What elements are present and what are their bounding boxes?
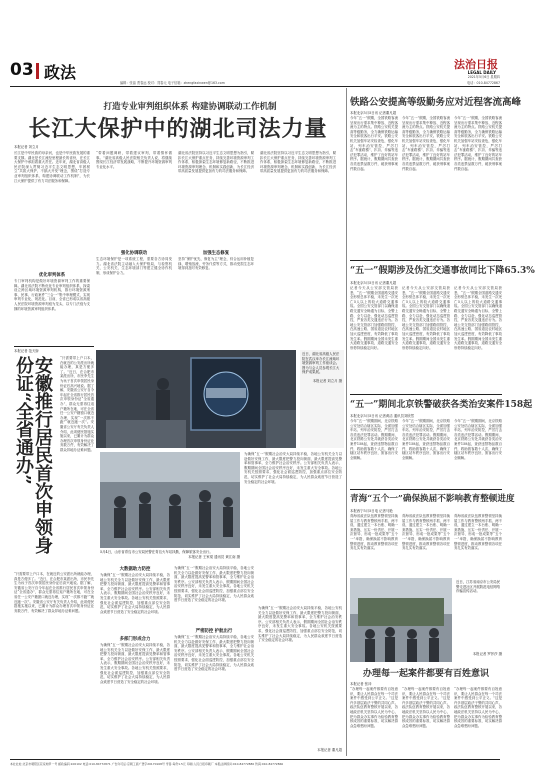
right4-byline: 本报西宁5月5日电 记者马艳: [350, 509, 393, 513]
anhui-body-a: “只需要带上户口本，在就近的公安派出所就能办理，真是方便多了。”近日，在合肥市某派出所，市民李先生为孩子首次申领居民身份证后高兴地说。据了解，安徽省公安厅自今年起在全省推行居民首次申领身份证“全省通办”，群众无需再往返户籍所在地，可在全省任一公安户籍窗口就近办理，实现“一次都不跑”“就近跑一次”。安徽省公安厅有关负责人介绍，此项便民措施实施以来，已累计为群众办理首次申领身份证业务数万件，有效解决了群众异地办证难问题。: [60, 356, 94, 452]
section-accent-bar: [36, 63, 39, 79]
lead-body-col3b: 坚持“保护优先、修复为主”理念，综合运用补植复绿、增殖放流、劳务代偿等方式，推动受损生态环境得到及时有效修复。: [178, 257, 254, 271]
right4-body-c: 青海省政法队伍教育整顿坚持换届工作与教育整顿两手抓、两不误，通过建立一本台账、明确一套措施、压实一份责任、开展一次督导、形成一批成果等“五个一”举措，确保换届不影响教育整顿进度，推动教育整顿各项任务扎实有效落实。: [454, 514, 502, 551]
lead-subhead-1: 优化审判体系: [38, 273, 66, 278]
legal-daily-label: LEGAL DAILY: [467, 70, 496, 75]
anhui-headline: 安徽推行居民首次申领身份证“全省通办”: [13, 356, 53, 554]
right4-headline: 青海“五个一”确保换届不影响教育整顿进度: [350, 494, 515, 504]
lead-body-col1: 长江是中华民族的母亲河，也是中华民族发展的重要支撑。湖北是长江流经里程最长的省份，在长江大保护中承担着重大责任。近年来，湖北省高级人民法院深入贯彻习近平生态文明思想，牢固树立“共抓大保护、不搞大开发”理念，围绕“打造专业审判组织体系、构建协调联动工作机制”，为长江大保护提供了有力司法服务和保障。: [14, 151, 90, 183]
right5-body-a: “办理每一起案件都要有百姓意识，要让人民群众在每一个司法案件中感受到公平正义。”这是许多基层政法干警的共同心声。政法队伍教育整顿开展以来，各地政法机关坚持以人民为中心，把为群众办实事作为检验教育整顿成效的重要标准，切实解决群众急难愁盼问题。: [350, 687, 398, 728]
lead-body-col2: “带着问题调研，带着建议审判，带着情怀做事。”湖北省高级人民法院相关负责人说，将继续围绕长江经济带发展战略，不断提升环境资源审判专业化水平。: [96, 151, 172, 169]
right5-photo-credit: 本报记者 罗莎莎 摄: [472, 652, 502, 656]
lead-byline: 本报记者 刘立月: [14, 145, 39, 149]
issue-date: 2021年5月6日 星期四: [467, 75, 500, 79]
newspaper-logo: 法治日报: [454, 58, 498, 71]
lead-body-col4: 湖北省法院坚持以习近平生态文明思想为指引，紧扣长江大保护重点任务，持续完善环境资源审判工作体系，积极探索生态环境修复新路径，不断推进环境资源审判理念、机制和实践创新，为长江经济带高质量发展提供更加有力的司法服务和保障。: [260, 151, 336, 174]
right3-headline: “五一”期间北京铁警破获各类治安案件158起: [350, 400, 533, 410]
mid-body-3: 为确保“五一”假期社会治安大局持续平稳，各地公安机关全力以赴做好安保工作，最大限度把警力投向街面，最大限度提高见警率和管事率，全力维护社会治安秩序。公安部相关负责人表示，假期期间全国社会治安秩序良好，未发生重大安全事故。各地公安机关按照要求，强化社会面巡逻防控，加强重点部位安全防范，切实维护了社会大局持续稳定，为人民群众欢度节日营造了安全稳定的社会环境。: [174, 566, 254, 603]
footer-rule: [10, 759, 500, 760]
crowd-photo: [100, 452, 240, 548]
mid-subhead-3: 严密防控 护航出行: [195, 629, 233, 634]
lead-photo-credit: 本报记者 刘立月 摄: [312, 378, 342, 383]
right5-photo-illustration: [350, 578, 452, 662]
section-name: 政法: [44, 63, 77, 82]
crowd-photo-illustration: [100, 452, 240, 548]
mid-editor-credit: 本报记者 董凡超: [317, 748, 342, 752]
crowd-photo-caption: 5月4日，山东省青岛市公安局民警在青岛火车站执勤，保障旅客安全出行。: [100, 550, 213, 554]
right5-body-b: “办理每一起案件都要有百姓意识，要让人民群众在每一个司法案件中感受到公平正义。”这是许多基层政法干警的共同心声。政法队伍教育整顿开展以来，各地政法机关坚持以人民为中心，把为群众办实事作为检验教育整顿成效的重要标准，切实解决群众急难愁盼问题。: [402, 687, 450, 728]
right5-byline: 本报记者 张冲: [350, 682, 372, 686]
right4-rule: [350, 489, 502, 490]
mid-subhead-1: 大数据助力防控: [119, 567, 151, 572]
right1-body-c: 今年“五一”假期，全国铁路客流呈现出行需求集中释放、近程客流为主的特点。铁路公安机关提高等级勤务，全力确保铁路运输安全和旅客出行平安。铁路公安机关加强车站安检查危，强化车站、列车治安管控，严厉打击“车匪路霸”、扒窃、诈骗等违法犯罪活动，维护了良好的站车秩序。据统计，假期期间共查获各类违禁品数万件，破获刑事案件数百起。: [454, 116, 502, 171]
mid-body-2: 为确保“五一”假期社会治安大局持续平稳，各地公安机关全力以赴做好安保工作，最大限度把警力投向街面，最大限度提高见警率和管事率，全力维护社会治安秩序。公安部相关负责人表示，假期期间全国社会治安秩序良好，未发生重大安全事故。各地公安机关按照要求，强化社会面巡逻防控，加强重点部位安全防范，切实维护了社会大局持续稳定，为人民群众欢度节日营造了安全稳定的社会环境。: [100, 643, 170, 684]
lead-subhead-3: 加强生态修复: [202, 251, 230, 256]
right3-byline: 本报北京5月5日讯 记者黄洁 通讯员刘欣然: [350, 414, 415, 418]
anhui-body-b: “只需要带上户口本，在就近的公安派出所就能办理，真是方便多了。”近日，在合肥市某派出所，市民李先生为孩子首次申领居民身份证后高兴地说。据了解，安徽省公安厅自今年起在全省推行居民首次申领身份证“全省通办”，群众无需再往返户籍所在地，可在全省任一公安户籍窗口就近办理，实现“一次都不跑”“就近跑一次”。安徽省公安厅有关负责人介绍，此项便民措施实施以来，已累计为群众办理首次申领身份证业务数万件，有效解决了群众异地办证难问题。: [14, 572, 94, 613]
right2-body-c: 记者今天从公安部交管局获悉，“五一”假期全国道路交通安全形势总体平稳，未发生一次死亡5人以上的较大道路交通事故。全国公安交管部门以确保道路交通安全畅通为目标，全警上路、全力以赴，强化动态巡逻管控，严查各类交通违法行为。各地公安交管部门加强路面管控，在高速公路、国省道及农村地区加大巡逻密度，有效降低了事故发生率。假期期间全国未发生重大道路交通事故，道路交通安全形势持续稳定向好。: [454, 286, 502, 350]
anhui-top-rule: [14, 346, 94, 347]
page-number: 03: [10, 60, 34, 80]
lead-photo-caption: 近日，湖北省高级人民法院在武汉举办长江流域环境资源审判工作座谈会。图为与会人员参观长江大保护成果展。: [302, 352, 340, 375]
mid-body-4: 为确保“五一”假期社会治安大局持续平稳，各地公安机关全力以赴做好安保工作，最大限度把警力投向街面，最大限度提高见警率和管事率，全力维护社会治安秩序。公安部相关负责人表示，假期期间全国社会治安秩序良好，未发生重大安全事故。各地公安机关按照要求，强化社会面巡逻防控，加强重点部位安全防范，切实维护了社会大局持续稳定，为人民群众欢度节日营造了安全稳定的社会环境。: [174, 635, 254, 672]
lead-headline: 长江大保护中的湖北司法力量: [28, 116, 328, 142]
anhui-byline: 本报记者 范天娇: [14, 349, 39, 353]
right3-body-a: 今年“五一”假期期间，北京铁路公安处结合辖区实际，全面加强车站、列车治安防控，严厉打击各类违法犯罪活动。假期期间，北京铁路公安处共破获各类治安案件158起，查获违禁物品数百件，救助旅客数十人次，确保了辖区站车秩序良好，旅客出行安全顺畅。: [350, 419, 398, 460]
right2-rule: [350, 260, 502, 261]
lead-photo-illustration: [96, 350, 296, 448]
right5-body-c: “办理每一起案件都要有百姓意识，要让人民群众在每一个司法案件中感受到公平正义。”这是许多基层政法干警的共同心声。政法队伍教育整顿开展以来，各地政法机关坚持以人民为中心，把为群众办实事作为检验教育整顿成效的重要标准，切实解决群众急难愁盼问题。: [454, 687, 502, 728]
right3-body-b: 今年“五一”假期期间，北京铁路公安处结合辖区实际，全面加强车站、列车治安防控，严厉打击各类违法犯罪活动。假期期间，北京铁路公安处共破获各类治安案件158起，查获违禁物品数百件，救助旅客数十人次，确保了辖区站车秩序良好，旅客出行安全顺畅。: [402, 419, 450, 460]
lead-kicker: 打造专业审判组织体系 构建协调联动工作机制: [103, 102, 277, 112]
right1-headline: 铁路公安提高等级勤务应对近程客流高峰: [350, 97, 522, 108]
lead-body-col1b: 专门审判机构是做好环境资源审判工作的重要保障。湖北省法院不断优化专业审判组织体系，探索设立跨区域环境资源审判机构，推行环境资源刑事、民事、行政案件“三合一”集中审理模式，实现审判专业化、规范化。目前，全省已形成以省高级人民法院环境资源审判庭为龙头，以专门法庭为支撑的环境资源审判组织体系。: [14, 279, 90, 311]
lead-body-col3: 湖北省法院坚持以习近平生态文明思想为指引，紧扣长江大保护重点任务，持续完善环境资源审判工作体系，积极探索生态环境修复新路径，不断推进环境资源审判理念、机制和实践创新，为长江经济带高质量发展提供更加有力的司法服务和保障。: [178, 151, 254, 174]
footer-info: 本社社址:北京市朝阳区花家地甲一号 邮政编码:100102 电话:010-84772871 广告许可证:京朝工商广登字20170168号 零售:每份1.5元 印刷:人民日报印刷厂 本报法律顾问:010-84772880 传真:010-84772866: [10, 762, 284, 766]
mid-body-right: 为确保“五一”假期社会治安大局持续平稳，各地公安机关全力以赴做好安保工作，最大限度把警力投向街面，最大限度提高见警率和管事率，全力维护社会治安秩序。公安部相关负责人表示，假期期间全国社会治安秩序良好，未发生重大安全事故。各地公安机关按照要求，强化社会面巡逻防控，加强重点部位安全防范，切实维护了社会大局持续稳定，为人民群众欢度节日营造了安全稳定的社会环境。: [244, 452, 342, 484]
editor-line: 编辑：张晶 贾春远 校对：郑春元 电子信箱：zhengfaxinwen@163.com: [120, 81, 225, 85]
right1-body-a: 今年“五一”假期，全国铁路客流呈现出行需求集中释放、近程客流为主的特点。铁路公安机关提高等级勤务，全力确保铁路运输安全和旅客出行平安。铁路公安机关加强车站安检查危，强化车站、列车治安管控，严厉打击“车匪路霸”、扒窃、诈骗等违法犯罪活动，维护了良好的站车秩序。据统计，假期期间共查获各类违禁品数万件，破获刑事案件数百起。: [350, 116, 398, 171]
right1-body-b: 今年“五一”假期，全国铁路客流呈现出行需求集中释放、近程客流为主的特点。铁路公安机关提高等级勤务，全力确保铁路运输安全和旅客出行平安。铁路公安机关加强车站安检查危，强化车站、列车治安管控，严厉打击“车匪路霸”、扒窃、诈骗等违法犯罪活动，维护了良好的站车秩序。据统计，假期期间共查获各类违禁品数万件，破获刑事案件数百起。: [402, 116, 450, 171]
lead-caption-box: [300, 350, 344, 448]
header-rule: [10, 86, 500, 87]
right2-body-a: 记者今天从公安部交管局获悉，“五一”假期全国道路交通安全形势总体平稳，未发生一次死亡5人以上的较大道路交通事故。全国公安交管部门以确保道路交通安全畅通为目标，全警上路、全力以赴，强化动态巡逻管控，严查各类交通违法行为。各地公安交管部门加强路面管控，在高速公路、国省道及农村地区加大巡逻密度，有效降低了事故发生率。假期期间全国未发生重大道路交通事故，道路交通安全形势持续稳定向好。: [350, 286, 398, 350]
right2-headline: “五一”假期涉及伪汇交通事故同比下降65.3%: [350, 266, 535, 276]
column-divider: [346, 88, 347, 756]
right2-body-b: 记者今天从公安部交管局获悉，“五一”假期全国道路交通安全形势总体平稳，未发生一次死亡5人以上的较大道路交通事故。全国公安交管部门以确保道路交通安全畅通为目标，全警上路、全力以赴，强化动态巡逻管控，严查各类交通违法行为。各地公安交管部门加强路面管控，在高速公路、国省道及农村地区加大巡逻密度，有效降低了事故发生率。假期期间全国未发生重大道路交通事故，道路交通安全形势持续稳定向好。: [402, 286, 450, 350]
right5-photo: [350, 578, 452, 662]
right1-byline: 本报北京5月5日讯 记者董凡超: [350, 111, 397, 115]
mid-subhead-2: 多部门形成合力: [119, 637, 151, 642]
right3-rule: [350, 394, 502, 395]
right4-body-b: 青海省政法队伍教育整顿坚持换届工作与教育整顿两手抓、两不误，通过建立一本台账、明确一套措施、压实一份责任、开展一次督导、形成一批成果等“五个一”举措，确保换届不影响教育整顿进度，推动教育整顿各项任务扎实有效落实。: [402, 514, 450, 551]
mid-body-1: 为确保“五一”假期社会治安大局持续平稳，各地公安机关全力以赴做好安保工作，最大限度把警力投向街面，最大限度提高见警率和管事率，全力维护社会治安秩序。公安部相关负责人表示，假期期间全国社会治安秩序良好，未发生重大安全事故。各地公安机关按照要求，强化社会面巡逻防控，加强重点部位安全防范，切实维护了社会大局持续稳定，为人民群众欢度节日营造了安全稳定的社会环境。: [100, 573, 170, 614]
lead-body-col2b: 生态环境保护是一项系统工程，需要各方协同发力。湖北省法院主动融入大保护格局，与检察机关、公安机关、生态环境部门等建立健全协作机制，形成保护合力。: [96, 257, 172, 275]
right5-photo-caption: 近日，江苏省南京市公安局民警走进社区开展防范电信网络诈骗宣传活动。: [456, 580, 501, 594]
right5-headline: 办理每一起案件都要有百姓意识: [362, 669, 489, 679]
lead-photo: [96, 350, 296, 448]
anhui-headline-box: [14, 356, 58, 566]
right3-body-c: 今年“五一”假期期间，北京铁路公安处结合辖区实际，全面加强车站、列车治安防控，严厉打击各类违法犯罪活动。假期期间，北京铁路公安处共破获各类治安案件158起，查获违禁物品数百件，救助旅客数十人次，确保了辖区站车秩序良好，旅客出行安全顺畅。: [454, 419, 502, 460]
right2-byline: 本报北京5月5日讯 记者董凡超: [350, 281, 397, 285]
lead-subhead-2: 强化协调联动: [120, 251, 148, 256]
mid-body-5: 为确保“五一”假期社会治安大局持续平稳，各地公安机关全力以赴做好安保工作，最大限度把警力投向街面，最大限度提高见警率和管事率，全力维护社会治安秩序。公安部相关负责人表示，假期期间全国社会治安秩序良好，未发生重大安全事故。各地公安机关按照要求，强化社会面巡逻防控，加强重点部位安全防范，切实维护了社会大局持续稳定，为人民群众欢度节日营造了安全稳定的社会环境。: [258, 606, 342, 643]
right4-body-a: 青海省政法队伍教育整顿坚持换届工作与教育整顿两手抓、两不误，通过建立一本台账、明确一套措施、压实一份责任、开展一次督导、形成一批成果等“五个一”举措，确保换届不影响教育整顿进度，推动教育整顿各项任务扎实有效落实。: [350, 514, 398, 551]
crowd-photo-credit: 本报记者 王家梁 通讯员 黄江南 摄: [188, 555, 240, 559]
phone-number: 电话：010-84772867: [466, 81, 500, 85]
